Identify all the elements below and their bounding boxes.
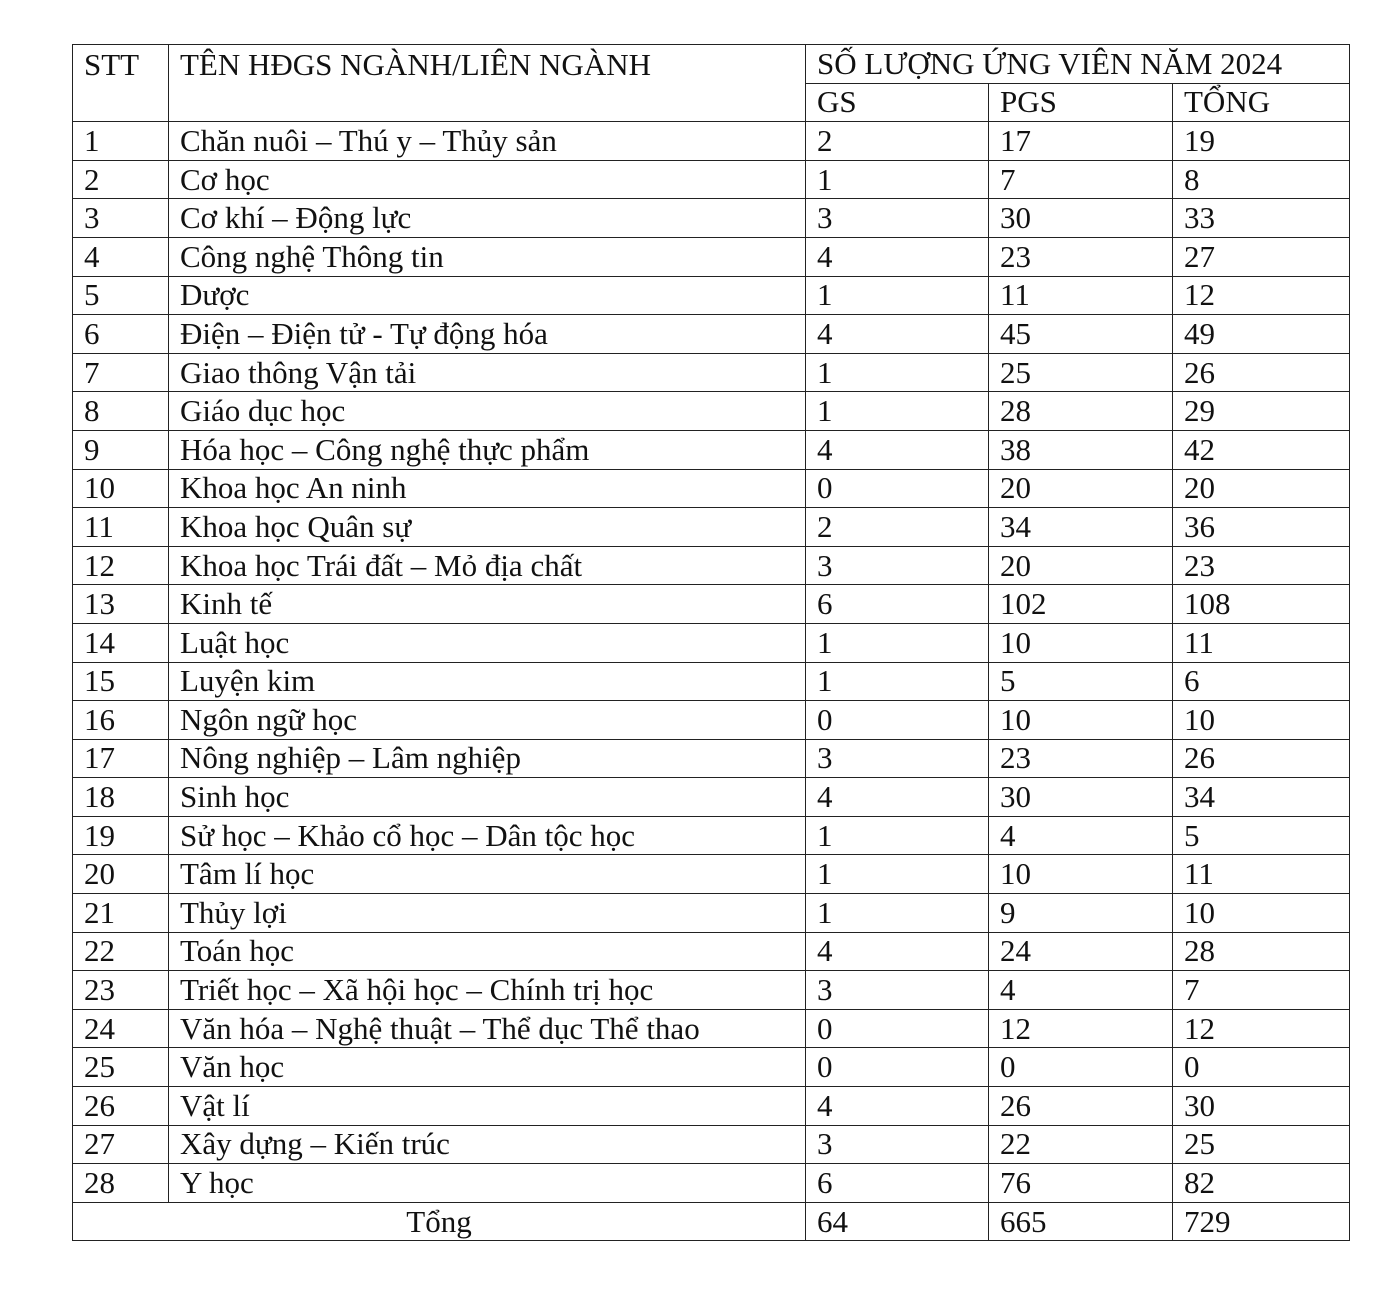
- stt-cell: 6: [73, 315, 169, 354]
- gs-count-cell: 2: [806, 122, 989, 161]
- total-count-cell: 30: [1173, 1087, 1350, 1126]
- stt-cell: 11: [73, 508, 169, 547]
- table-row: [73, 122, 1350, 161]
- total-count-cell: 28: [1173, 932, 1350, 971]
- stt-cell: 3: [73, 199, 169, 238]
- table-row: [73, 315, 1350, 354]
- stt-cell: 12: [73, 546, 169, 585]
- gs-count-cell: 3: [806, 199, 989, 238]
- table-row: [73, 1087, 1350, 1126]
- stt-cell: 15: [73, 662, 169, 701]
- total-count-cell: 20: [1173, 469, 1350, 508]
- pgs-count-cell: 34: [989, 508, 1173, 547]
- total-count-cell: 34: [1173, 778, 1350, 817]
- gs-count-cell: 2: [806, 508, 989, 547]
- table-row: [73, 430, 1350, 469]
- pgs-count-cell: 102: [989, 585, 1173, 624]
- table-row: [73, 585, 1350, 624]
- total-count-cell: 25: [1173, 1125, 1350, 1164]
- table-row: [73, 739, 1350, 778]
- gs-count-cell: 1: [806, 623, 989, 662]
- field-name-cell: Thủy lợi: [169, 894, 806, 933]
- gs-count-cell: 4: [806, 430, 989, 469]
- header-row: [73, 45, 1350, 84]
- total-gs-cell: 64: [806, 1202, 989, 1241]
- stt-cell: 18: [73, 778, 169, 817]
- field-name-cell: Dược: [169, 276, 806, 315]
- total-count-cell: 12: [1173, 1009, 1350, 1048]
- gs-count-cell: 1: [806, 276, 989, 315]
- pgs-count-cell: 0: [989, 1048, 1173, 1087]
- pgs-count-cell: 38: [989, 430, 1173, 469]
- stt-cell: 10: [73, 469, 169, 508]
- gs-count-cell: 3: [806, 739, 989, 778]
- field-name-cell: Văn học: [169, 1048, 806, 1087]
- table-row: [73, 1009, 1350, 1048]
- pgs-count-cell: 5: [989, 662, 1173, 701]
- pgs-count-cell: 12: [989, 1009, 1173, 1048]
- total-count-cell: 27: [1173, 237, 1350, 276]
- total-count-cell: 36: [1173, 508, 1350, 547]
- pgs-count-cell: 4: [989, 816, 1173, 855]
- gs-count-cell: 3: [806, 1125, 989, 1164]
- pgs-count-cell: 28: [989, 392, 1173, 431]
- stt-cell: 17: [73, 739, 169, 778]
- pgs-count-cell: 20: [989, 469, 1173, 508]
- table-row: [73, 1125, 1350, 1164]
- gs-count-cell: 0: [806, 1009, 989, 1048]
- stt-header: STT: [73, 45, 169, 122]
- gs-header: GS: [806, 83, 989, 122]
- gs-count-cell: 4: [806, 778, 989, 817]
- field-name-cell: Vật lí: [169, 1087, 806, 1126]
- grand-total-cell: 729: [1173, 1202, 1350, 1241]
- pgs-count-cell: 10: [989, 623, 1173, 662]
- gs-count-cell: 1: [806, 353, 989, 392]
- field-name-cell: Y học: [169, 1164, 806, 1203]
- total-count-cell: 33: [1173, 199, 1350, 238]
- gs-count-cell: 3: [806, 971, 989, 1010]
- total-count-cell: 42: [1173, 430, 1350, 469]
- stt-cell: 16: [73, 701, 169, 740]
- total-count-cell: 108: [1173, 585, 1350, 624]
- field-name-cell: Tâm lí học: [169, 855, 806, 894]
- table-row: [73, 932, 1350, 971]
- total-count-cell: 26: [1173, 739, 1350, 778]
- table-row: [73, 353, 1350, 392]
- stt-cell: 1: [73, 122, 169, 161]
- table-body: [73, 45, 1350, 1241]
- pgs-count-cell: 25: [989, 353, 1173, 392]
- pgs-count-cell: 9: [989, 894, 1173, 933]
- table-row: [73, 508, 1350, 547]
- gs-count-cell: 4: [806, 315, 989, 354]
- pgs-count-cell: 4: [989, 971, 1173, 1010]
- field-name-cell: Sinh học: [169, 778, 806, 817]
- stt-cell: 9: [73, 430, 169, 469]
- field-name-cell: Toán học: [169, 932, 806, 971]
- table-row: [73, 816, 1350, 855]
- field-name-cell: Giáo dục học: [169, 392, 806, 431]
- field-name-cell: Cơ học: [169, 160, 806, 199]
- field-name-cell: Luyện kim: [169, 662, 806, 701]
- total-count-cell: 0: [1173, 1048, 1350, 1087]
- total-pgs-cell: 665: [989, 1202, 1173, 1241]
- table-row: [73, 392, 1350, 431]
- field-name-cell: Khoa học Quân sự: [169, 508, 806, 547]
- stt-cell: 22: [73, 932, 169, 971]
- pgs-count-cell: 11: [989, 276, 1173, 315]
- table-row: [73, 894, 1350, 933]
- table-row: [73, 546, 1350, 585]
- pgs-count-cell: 24: [989, 932, 1173, 971]
- field-name-cell: Khoa học An ninh: [169, 469, 806, 508]
- stt-cell: 8: [73, 392, 169, 431]
- pgs-count-cell: 30: [989, 199, 1173, 238]
- gs-count-cell: 3: [806, 546, 989, 585]
- gs-count-cell: 4: [806, 932, 989, 971]
- table-row: [73, 662, 1350, 701]
- field-name-header: TÊN HĐGS NGÀNH/LIÊN NGÀNH: [169, 45, 806, 122]
- gs-count-cell: 6: [806, 1164, 989, 1203]
- stt-cell: 25: [73, 1048, 169, 1087]
- field-name-cell: Giao thông Vận tải: [169, 353, 806, 392]
- field-name-cell: Chăn nuôi – Thú y – Thủy sản: [169, 122, 806, 161]
- stt-cell: 28: [73, 1164, 169, 1203]
- gs-count-cell: 0: [806, 701, 989, 740]
- table-row: [73, 237, 1350, 276]
- field-name-cell: Xây dựng – Kiến trúc: [169, 1125, 806, 1164]
- field-name-cell: Cơ khí – Động lực: [169, 199, 806, 238]
- stt-cell: 7: [73, 353, 169, 392]
- total-row: [73, 1202, 1350, 1241]
- gs-count-cell: 4: [806, 237, 989, 276]
- field-name-cell: Điện – Điện tử - Tự động hóa: [169, 315, 806, 354]
- table-row: [73, 199, 1350, 238]
- total-count-cell: 26: [1173, 353, 1350, 392]
- pgs-count-cell: 10: [989, 855, 1173, 894]
- table-row: [73, 855, 1350, 894]
- total-count-cell: 49: [1173, 315, 1350, 354]
- pgs-count-cell: 20: [989, 546, 1173, 585]
- candidates-table: [72, 44, 1350, 1241]
- gs-count-cell: 0: [806, 469, 989, 508]
- pgs-count-cell: 76: [989, 1164, 1173, 1203]
- stt-cell: 23: [73, 971, 169, 1010]
- stt-cell: 20: [73, 855, 169, 894]
- pgs-count-cell: 17: [989, 122, 1173, 161]
- table-row: [73, 1164, 1350, 1203]
- stt-cell: 21: [73, 894, 169, 933]
- candidate-count-header: SỐ LƯỢNG ỨNG VIÊN NĂM 2024: [806, 45, 1350, 84]
- total-header: TỔNG: [1173, 83, 1350, 122]
- total-count-cell: 10: [1173, 701, 1350, 740]
- total-count-cell: 82: [1173, 1164, 1350, 1203]
- field-name-cell: Kinh tế: [169, 585, 806, 624]
- gs-count-cell: 6: [806, 585, 989, 624]
- total-count-cell: 19: [1173, 122, 1350, 161]
- field-name-cell: Công nghệ Thông tin: [169, 237, 806, 276]
- field-name-cell: Khoa học Trái đất – Mỏ địa chất: [169, 546, 806, 585]
- gs-count-cell: 0: [806, 1048, 989, 1087]
- pgs-count-cell: 26: [989, 1087, 1173, 1126]
- total-count-cell: 29: [1173, 392, 1350, 431]
- table-row: [73, 276, 1350, 315]
- total-count-cell: 8: [1173, 160, 1350, 199]
- field-name-cell: Sử học – Khảo cổ học – Dân tộc học: [169, 816, 806, 855]
- total-count-cell: 12: [1173, 276, 1350, 315]
- table-row: [73, 701, 1350, 740]
- table-row: [73, 623, 1350, 662]
- stt-cell: 2: [73, 160, 169, 199]
- gs-count-cell: 1: [806, 855, 989, 894]
- pgs-count-cell: 7: [989, 160, 1173, 199]
- table-row: [73, 971, 1350, 1010]
- gs-count-cell: 1: [806, 816, 989, 855]
- field-name-cell: Triết học – Xã hội học – Chính trị học: [169, 971, 806, 1010]
- stt-cell: 24: [73, 1009, 169, 1048]
- total-count-cell: 23: [1173, 546, 1350, 585]
- field-name-cell: Luật học: [169, 623, 806, 662]
- pgs-count-cell: 22: [989, 1125, 1173, 1164]
- pgs-count-cell: 10: [989, 701, 1173, 740]
- gs-count-cell: 1: [806, 662, 989, 701]
- stt-cell: 13: [73, 585, 169, 624]
- gs-count-cell: 4: [806, 1087, 989, 1126]
- gs-count-cell: 1: [806, 392, 989, 431]
- field-name-cell: Văn hóa – Nghệ thuật – Thể dục Thể thao: [169, 1009, 806, 1048]
- total-count-cell: 10: [1173, 894, 1350, 933]
- pgs-header: PGS: [989, 83, 1173, 122]
- stt-cell: 14: [73, 623, 169, 662]
- stt-cell: 26: [73, 1087, 169, 1126]
- stt-cell: 19: [73, 816, 169, 855]
- table-row: [73, 778, 1350, 817]
- stt-cell: 5: [73, 276, 169, 315]
- field-name-cell: Nông nghiệp – Lâm nghiệp: [169, 739, 806, 778]
- total-count-cell: 11: [1173, 623, 1350, 662]
- table-row: [73, 160, 1350, 199]
- table-row: [73, 1048, 1350, 1087]
- total-count-cell: 6: [1173, 662, 1350, 701]
- total-count-cell: 7: [1173, 971, 1350, 1010]
- pgs-count-cell: 45: [989, 315, 1173, 354]
- total-label: Tổng: [73, 1202, 806, 1241]
- field-name-cell: Ngôn ngữ học: [169, 701, 806, 740]
- total-count-cell: 11: [1173, 855, 1350, 894]
- field-name-cell: Hóa học – Công nghệ thực phẩm: [169, 430, 806, 469]
- total-count-cell: 5: [1173, 816, 1350, 855]
- stt-cell: 27: [73, 1125, 169, 1164]
- stt-cell: 4: [73, 237, 169, 276]
- table-row: [73, 469, 1350, 508]
- gs-count-cell: 1: [806, 894, 989, 933]
- pgs-count-cell: 30: [989, 778, 1173, 817]
- gs-count-cell: 1: [806, 160, 989, 199]
- pgs-count-cell: 23: [989, 739, 1173, 778]
- pgs-count-cell: 23: [989, 237, 1173, 276]
